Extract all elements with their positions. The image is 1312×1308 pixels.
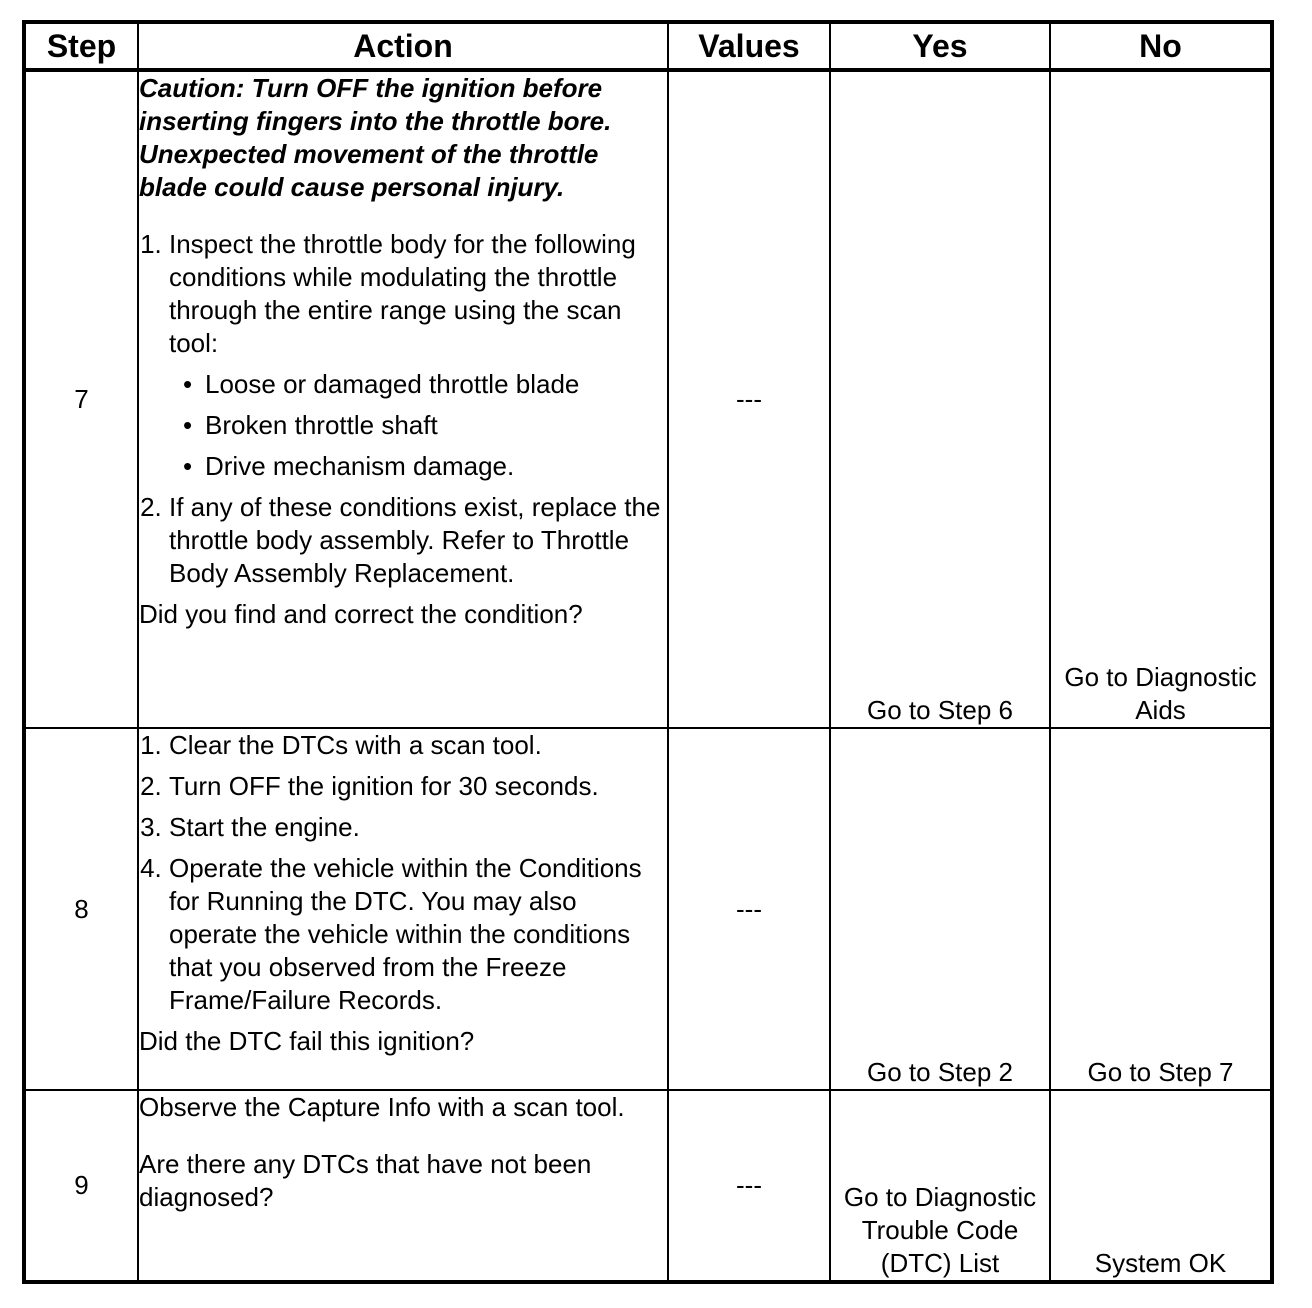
condition-text: Drive mechanism damage. — [205, 451, 515, 481]
table-row-step-7 — [24, 70, 1272, 728]
action-cell — [138, 1090, 668, 1282]
step-number: 7 — [24, 70, 138, 728]
substep-item — [169, 228, 667, 483]
header-action: Action — [138, 22, 668, 70]
substep-item: 2. Turn OFF the ignition for 30 seconds. — [169, 770, 667, 803]
question-text: Did the DTC fail this ignition? — [139, 1026, 475, 1056]
action-cell — [138, 728, 668, 1090]
substep-list — [139, 228, 667, 590]
values-cell: --- — [668, 70, 830, 728]
step-number: 9 — [24, 1090, 138, 1282]
no-cell: Go to Step 7 — [1050, 728, 1272, 1090]
values-cell: --- — [668, 728, 830, 1090]
substep-item: 4. Operate the vehicle within the Conditions for Running the DTC. You may also operate the vehicle within the conditions that you observed from the Freeze Frame/Failure Records. — [169, 852, 667, 1017]
values-cell: --- — [668, 1090, 830, 1282]
step-number: 8 — [24, 728, 138, 1090]
diagnostic-table — [22, 20, 1274, 1284]
header-row — [24, 22, 1272, 70]
no-cell: Go to Diagnostic Aids — [1050, 70, 1272, 728]
bullet-icon: • — [183, 451, 193, 481]
yes-cell: Go to Diagnostic Trouble Code (DTC) List — [830, 1090, 1050, 1282]
no-cell: System OK — [1050, 1090, 1272, 1282]
bullet-icon: • — [183, 410, 193, 440]
instruction-text: Observe the Capture Info with a scan tool. — [139, 1092, 625, 1122]
header-yes: Yes — [830, 22, 1050, 70]
action-cell — [138, 70, 668, 728]
yes-cell: Go to Step 2 — [830, 728, 1050, 1090]
substep-item: 2. If any of these conditions exist, replace the throttle body assembly. Refer to Throttle Body Assembly Replacement. — [169, 491, 667, 590]
question-text: Did you find and correct the condition? — [139, 599, 583, 629]
table-row-step-9 — [24, 1090, 1272, 1282]
header-no: No — [1050, 22, 1272, 70]
bullet-icon: • — [183, 369, 193, 399]
substep-text: Inspect the throttle body for the following conditions while modulating the throttle through the entire range using the scan tool: — [169, 229, 636, 358]
header-step: Step — [24, 22, 138, 70]
yes-cell: Go to Step 6 — [830, 70, 1050, 728]
caution-text: Caution: Turn OFF the ignition before inserting fingers into the throttle bore. Unexpected movement of the throttle blade could cause personal injury. — [139, 73, 612, 202]
question-text: Are there any DTCs that have not been diagnosed? — [139, 1149, 592, 1212]
condition-item — [175, 450, 667, 483]
substep-item: 1. Clear the DTCs with a scan tool. — [169, 729, 667, 762]
condition-item — [175, 409, 667, 442]
table-row-step-8 — [24, 728, 1272, 1090]
condition-list — [169, 368, 667, 483]
condition-text: Loose or damaged throttle blade — [205, 369, 580, 399]
condition-text: Broken throttle shaft — [205, 410, 438, 440]
header-values: Values — [668, 22, 830, 70]
substep-item: 3. Start the engine. — [169, 811, 667, 844]
substep-list — [139, 729, 667, 1017]
condition-item — [175, 368, 667, 401]
